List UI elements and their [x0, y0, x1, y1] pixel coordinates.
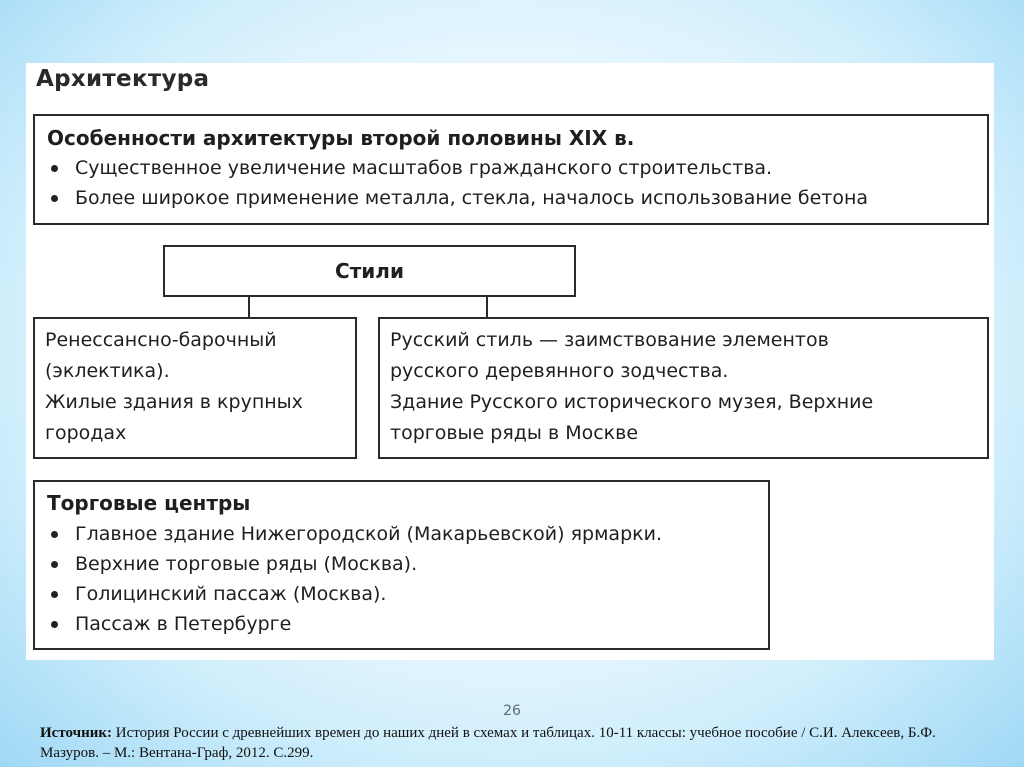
style-line: Здание Русского исторического музея, Верхние	[390, 391, 874, 413]
russian-style-box	[378, 317, 989, 459]
source-label: Источник:	[40, 725, 112, 741]
features-item: Существенное увеличение масштабов гражданского строительства.	[47, 153, 977, 183]
malls-item: Верхние торговые ряды (Москва).	[47, 549, 758, 579]
malls-item: Пассаж в Петербурге	[47, 609, 758, 639]
style-line: торговые ряды в Москве	[390, 422, 639, 444]
connector-right	[486, 296, 488, 318]
page-number: 26	[503, 703, 521, 719]
source-text: История России с древнейших времен до наших дней в схемах и таблицах. 10-11 классы: учебное пособие / С.И. Алексеев, Б.Ф. Мазуров. – М.: Вентана-Граф, 2012. С.299.	[40, 725, 936, 761]
diagram-title: Архитектура	[36, 66, 210, 92]
style-line: русского деревянного зодчества.	[390, 360, 729, 382]
source-citation	[40, 723, 990, 763]
features-item: Более широкое применение металла, стекла, началось использование бетона	[47, 183, 977, 213]
style-line: Русский стиль — заимствование элементов	[390, 329, 829, 351]
features-list	[47, 153, 977, 213]
styles-box	[163, 245, 576, 297]
style-line: Ренессансно-барочный	[45, 329, 277, 351]
malls-item: Голицинский пассаж (Москва).	[47, 579, 758, 609]
renaissance-baroque-box	[33, 317, 357, 459]
connector-left	[248, 296, 250, 318]
malls-list	[47, 519, 758, 639]
shopping-centers-box	[33, 480, 770, 650]
diagram-scan	[26, 63, 994, 660]
style-line: Жилые здания в крупных	[45, 391, 303, 413]
malls-heading: Торговые центры	[47, 491, 251, 515]
malls-item: Главное здание Нижегородской (Макарьевской) ярмарки.	[47, 519, 758, 549]
style-line: городах	[45, 422, 127, 444]
features-heading: Особенности архитектуры второй половины XIX в.	[47, 126, 635, 150]
features-box	[33, 114, 989, 225]
style-line: (эклектика).	[45, 360, 170, 382]
styles-heading: Стили	[335, 259, 404, 283]
